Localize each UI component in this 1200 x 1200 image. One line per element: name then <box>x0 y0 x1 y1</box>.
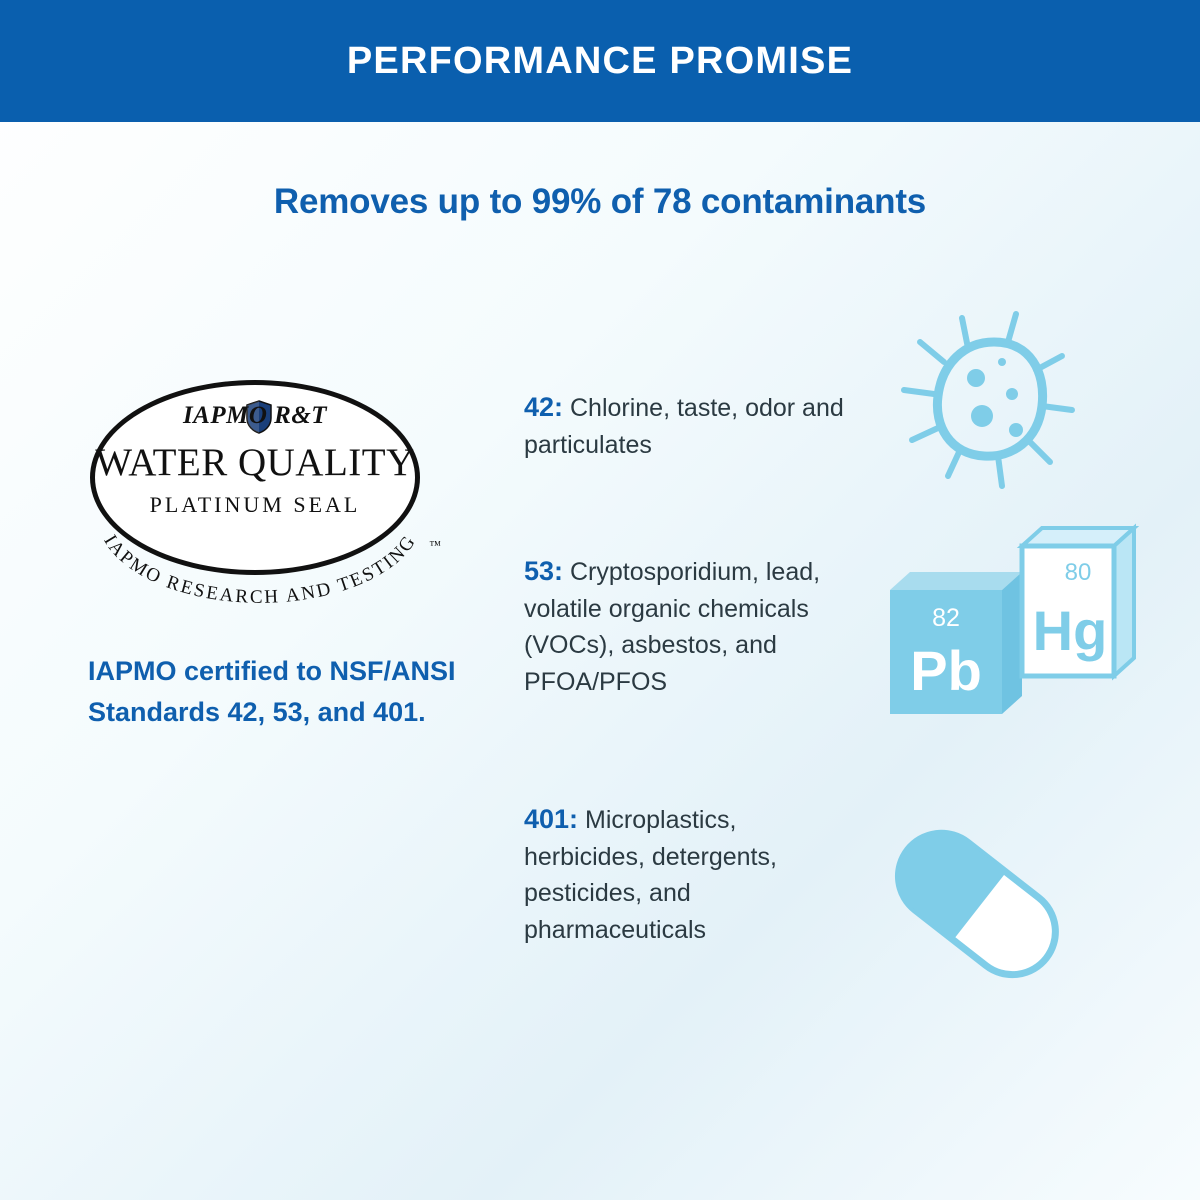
standard-text-401: Microplastics, herbicides, detergents, pesticides, and pharmaceuticals <box>524 806 777 944</box>
standard-number-401: 401: <box>524 804 579 834</box>
germ-icon <box>890 290 1090 500</box>
certification-caption: IAPMO certified to NSF/ANSI Standards 42, 53, and 401. <box>88 656 456 727</box>
svg-text:80: 80 <box>1064 559 1092 586</box>
standard-item-401 <box>524 800 854 948</box>
seal-arc-text <box>85 530 445 615</box>
standard-number-53: 53: <box>524 556 564 586</box>
subtitle: Removes up to 99% of 78 contaminants <box>273 182 927 221</box>
standard-item-53 <box>524 552 854 700</box>
svg-text:82: 82 <box>932 604 960 632</box>
seal-line2: PLATINUM SEAL <box>149 492 361 517</box>
standard-number-42: 42: <box>524 392 564 422</box>
trademark-symbol: ™ <box>429 538 441 552</box>
standard-text-42: Chlorine, taste, odor and particulates <box>524 394 844 460</box>
elements-icon <box>872 518 1152 738</box>
seal-brand: IAPMO R&T <box>182 402 328 429</box>
pills-icon <box>870 790 1090 1010</box>
certification-block <box>70 370 460 732</box>
standard-item-42 <box>524 388 844 463</box>
iapmo-seal <box>85 370 445 615</box>
page-title: PERFORMANCE PROMISE <box>346 39 854 82</box>
standard-text-53: Cryptosporidium, lead, volatile organic chemicals (VOCs), asbestos, and PFOA/PFOS <box>524 558 821 696</box>
seal-arc-label: IAPMO RESEARCH AND TESTING <box>99 530 421 608</box>
svg-text:Pb: Pb <box>910 639 982 702</box>
header-bar <box>0 0 1200 122</box>
svg-text:Hg: Hg <box>1032 599 1108 662</box>
seal-line1: WATER QUALITY <box>95 441 415 484</box>
